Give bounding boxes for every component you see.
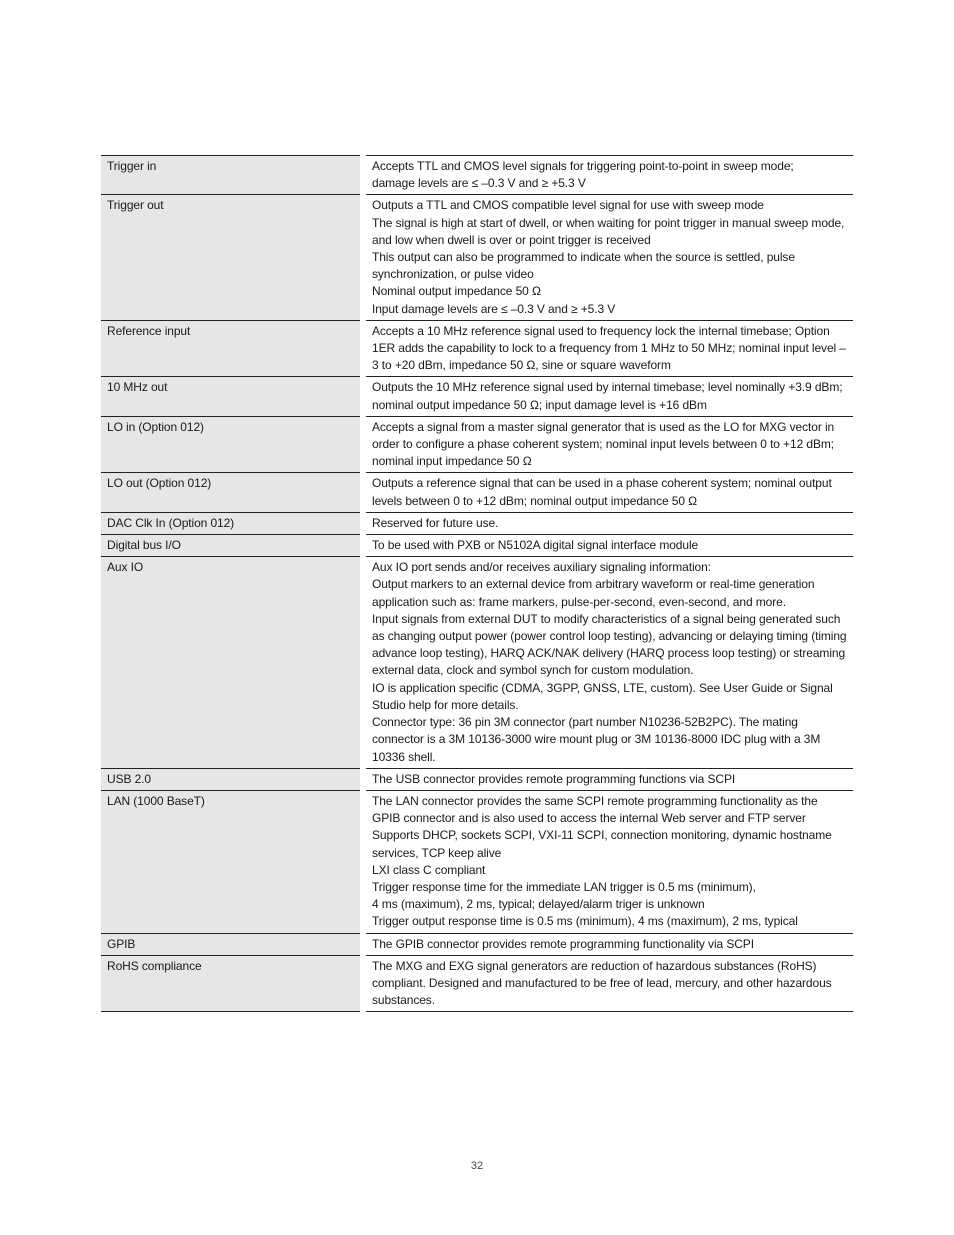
spec-line: Accepts a 10 MHz reference signal used to frequency lock the internal timebase; Option 1ER adds the capability to lock to a frequency from 1 MHz to 50 MHz; nominal input level –3 to +20 dBm, impedance 50 Ω, sine or square waveform	[372, 323, 846, 373]
spec-line: 4 ms (maximum), 2 ms, typical; delayed/alarm triger is unknown	[372, 897, 705, 912]
spec-line: Outputs the 10 MHz reference signal used by internal timebase; level nominally +3.9 dBm; nominal output impedance 50 Ω; input damage level is +16 dBm	[372, 380, 843, 412]
spec-label: USB 2.0	[101, 768, 363, 790]
spec-table-body	[101, 156, 853, 1012]
spec-label: GPIB	[101, 933, 363, 955]
spec-description	[363, 933, 853, 955]
spec-line: Accepts TTL and CMOS level signals for triggering point-to-point in sweep mode;	[372, 159, 794, 173]
spec-row-10mhz-out	[101, 377, 853, 416]
spec-label: LO out (Option 012)	[101, 473, 363, 512]
spec-line: This output can also be programmed to indicate when the source is settled, pulse synchronization, or pulse video	[372, 250, 795, 282]
spec-line: Input damage levels are ≤ –0.3 V and ≥ +5.3 V	[372, 301, 616, 316]
spec-line: Nominal output impedance 50 Ω	[372, 284, 541, 299]
spec-line: damage levels are ≤ –0.3 V and ≥ +5.3 V	[372, 176, 586, 191]
spec-description	[363, 955, 853, 1012]
spec-line: To be used with PXB or N5102A digital signal interface module	[372, 538, 699, 553]
spec-line: The MXG and EXG signal generators are reduction of hazardous substances (RoHS) compliant. Designed and manufactured to be free of lead, mercury, and other hazardous substances.	[372, 958, 832, 1008]
spec-row-lo-out	[101, 473, 853, 512]
spec-line: Output markers to an external device from arbitrary waveform or real-time generation application such as: frame markers, pulse-per-second, even-second, and more.	[372, 577, 815, 609]
spec-line: The USB connector provides remote programming functions via SCPI	[372, 771, 736, 786]
spec-description	[363, 195, 853, 320]
spec-description	[363, 320, 853, 377]
spec-line: LXI class C compliant	[372, 862, 486, 877]
spec-line: Reserved for future use.	[372, 515, 499, 530]
spec-description	[363, 557, 853, 768]
spec-line: The GPIB connector provides remote programming functionality via SCPI	[372, 936, 754, 951]
spec-row-gpib	[101, 933, 853, 955]
spec-line: Trigger output response time is 0.5 ms (minimum), 4 ms (maximum), 2 ms, typical	[372, 914, 798, 929]
spec-line: The signal is high at start of dwell, or when waiting for point trigger in manual sweep mode, and low when dwell is over or point trigger is received	[372, 215, 845, 247]
spec-label: Trigger in	[101, 156, 363, 195]
spec-description	[363, 790, 853, 933]
spec-line: Accepts a signal from a master signal generator that is used as the LO for MXG vector in order to configure a phase coherent system; nominal input levels between 0 to +12 dBm; nominal input impedance 50 Ω	[372, 419, 835, 469]
spec-row-trigger-out	[101, 195, 853, 320]
spec-row-digital-bus-io	[101, 535, 853, 557]
spec-line: The LAN connector provides the same SCPI remote programming functionality as the GPIB connector and is also used to access the internal Web server and FTP server	[372, 793, 818, 826]
spec-row-aux-io	[101, 557, 853, 768]
spec-label: Digital bus I/O	[101, 535, 363, 557]
spec-row-trigger-in	[101, 156, 853, 195]
spec-label: RoHS compliance	[101, 955, 363, 1012]
spec-label: Aux IO	[101, 557, 363, 768]
spec-line: Supports DHCP, sockets SCPI, VXI-11 SCPI, connection monitoring, dynamic hostname services, TCP keep alive	[372, 828, 832, 860]
spec-label: 10 MHz out	[101, 377, 363, 416]
spec-line: Trigger response time for the immediate LAN trigger is 0.5 ms (minimum),	[372, 879, 756, 894]
spec-row-lo-in	[101, 416, 853, 473]
spec-line: Outputs a reference signal that can be used in a phase coherent system; nominal output levels between 0 to +12 dBm; nominal output impedance 50 Ω	[372, 476, 832, 508]
spec-label: LO in (Option 012)	[101, 416, 363, 473]
spec-line: Outputs a TTL and CMOS compatible level signal for use with sweep mode	[372, 198, 764, 213]
spec-description	[363, 416, 853, 473]
spec-label: Trigger out	[101, 195, 363, 320]
page-number: 32	[470, 1160, 484, 1172]
spec-description	[363, 768, 853, 790]
spec-description	[363, 473, 853, 512]
spec-row-reference-input	[101, 320, 853, 377]
spec-line: IO is application specific (CDMA, 3GPP, GNSS, LTE, custom). See User Guide or Signal Studio help for more details.	[372, 680, 833, 712]
spec-description	[363, 377, 853, 416]
spec-line: Aux IO port sends and/or receives auxiliary signaling information:	[372, 560, 711, 575]
spec-line: Input signals from external DUT to modify characteristics of a signal being generated such as changing output power (power control loop testing), advancing or delaying timing (timing advance loop testing), HARQ ACK/NAK delivery (HARQ process loop testing) or streaming external data, clock and symbol synch for custom modulation.	[372, 611, 847, 678]
spec-label: LAN (1000 BaseT)	[101, 790, 363, 933]
spec-label: DAC Clk In (Option 012)	[101, 512, 363, 534]
spec-description	[363, 535, 853, 557]
spec-row-dac-clk-in	[101, 512, 853, 534]
spec-label: Reference input	[101, 320, 363, 377]
spec-description	[363, 512, 853, 534]
spec-row-lan	[101, 790, 853, 933]
spec-line: Connector type: 36 pin 3M connector (part number N10236-52B2PC). The mating connector is a 3M 10136-3000 wire mount plug or 3M 10136-8000 IDC plug with a 3M 10336 shell.	[372, 715, 821, 764]
spec-description	[363, 156, 853, 195]
spec-row-usb	[101, 768, 853, 790]
spec-table	[101, 155, 853, 1012]
spec-row-rohs	[101, 955, 853, 1012]
